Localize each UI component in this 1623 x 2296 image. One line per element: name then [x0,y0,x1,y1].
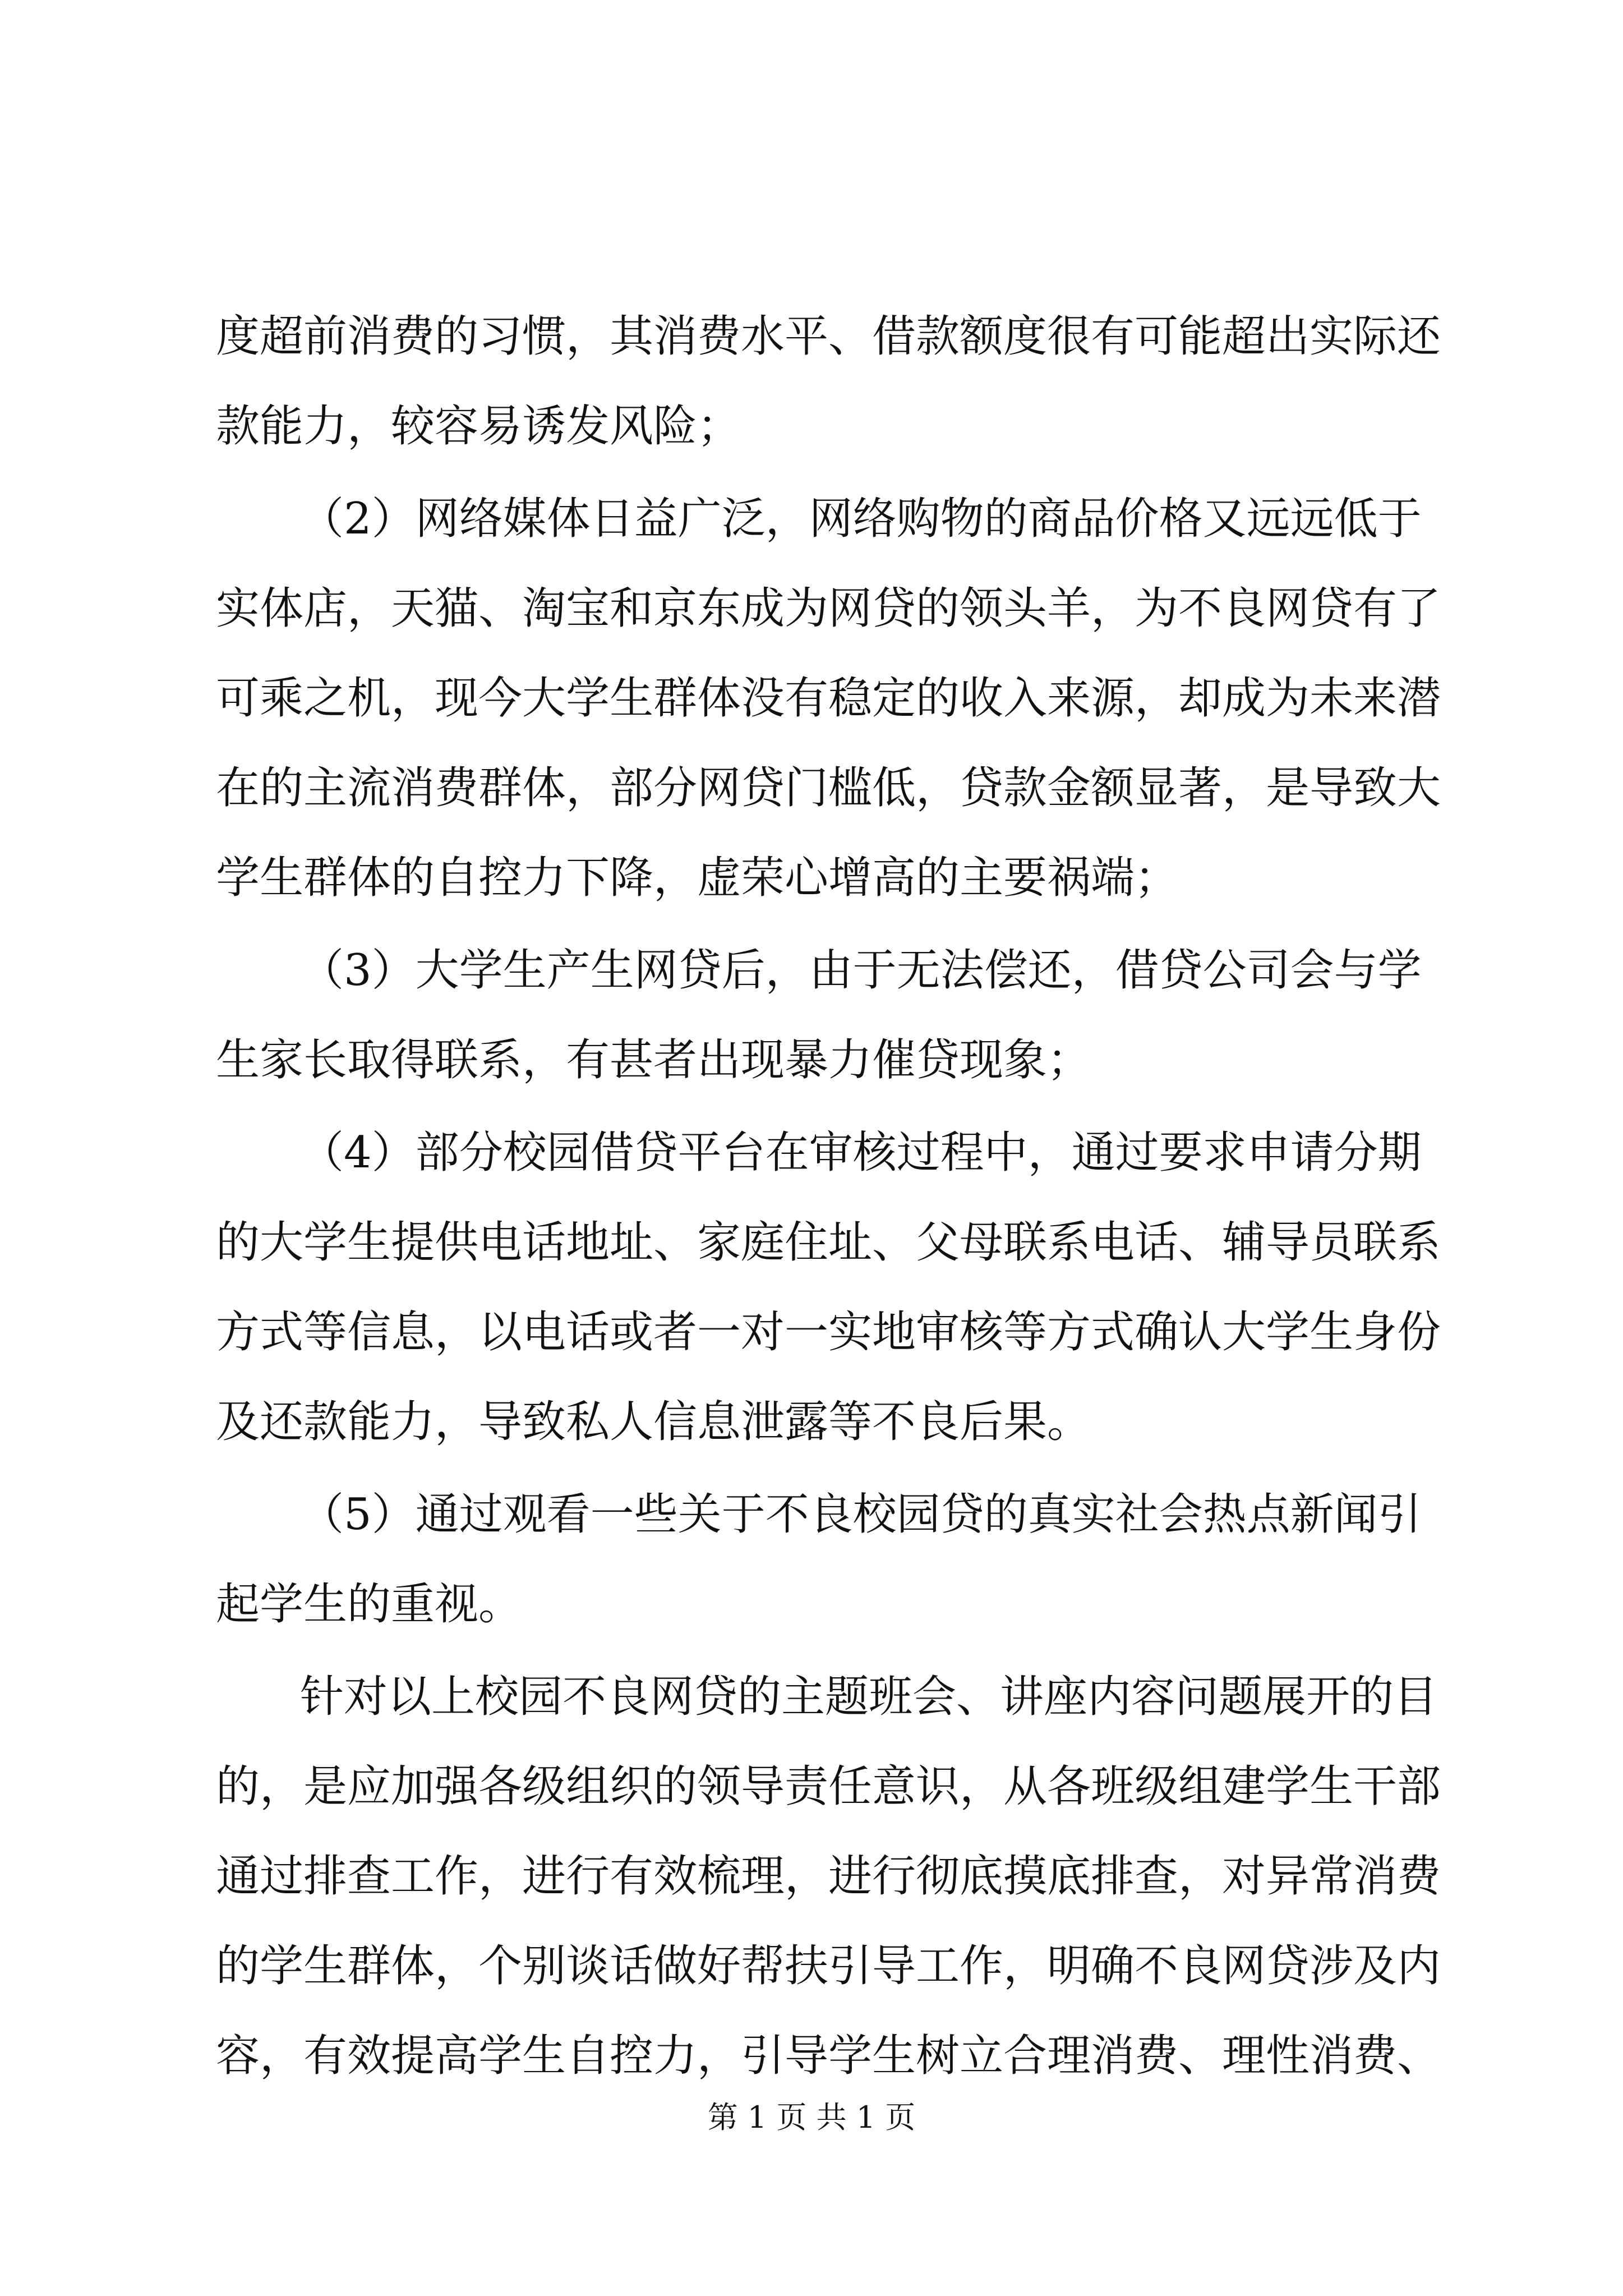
text-line: 可乘之机，现今大学生群体没有稳定的收入来源，却成为未来潜 [216,673,1441,724]
text-line: （3）大学生产生网贷后，由于无法偿还，借贷公司会与学 [300,945,1422,996]
text-line: 及还款能力，导致私人信息泄露等不良后果。 [216,1397,1091,1447]
text-line: 针对以上校园不良网贷的主题班会、讲座内容问题展开的目 [300,1672,1438,1722]
text-line: 学生群体的自控力下降，虚荣心增高的主要祸端； [216,853,1179,903]
text-line: 实体店，天猫、淘宝和京东成为网贷的领头羊，为不良网贷有了 [216,583,1441,634]
page-footer: 第 1 页 共 1 页 [707,2100,916,2135]
text-line: 的，是应加强各级组织的领导责任意识，从各班级组建学生干部 [216,1761,1441,1812]
text-line: （4）部分校园借贷平台在审核过程中，通过要求申请分期 [300,1128,1422,1178]
text-line: （5）通过观看一些关于不良校园贷的真实社会热点新闻引 [300,1489,1422,1540]
text-line: 起学生的重视。 [216,1579,523,1630]
text-line: 方式等信息，以电话或者一对一实地审核等方式确认大学生身份 [216,1307,1441,1358]
text-line: 度超前消费的习惯，其消费水平、借款额度很有可能超出实际还 [216,311,1441,362]
text-line: 的大学生提供电话地址、家庭住址、父母联系电话、辅导员联系 [216,1217,1441,1268]
text-line: 在的主流消费群体，部分网贷门槛低，贷款金额显著，是导致大 [216,763,1441,813]
text-line: 的学生群体，个别谈话做好帮扶引导工作，明确不良网贷涉及内 [216,1941,1441,1991]
text-line: （2）网络媒体日益广泛，网络购物的商品价格又远远低于 [300,494,1422,544]
text-line: 容，有效提高学生自控力，引导学生树立合理消费、理性消费、 [216,2031,1441,2081]
text-line: 款能力，较容易诱发风险； [216,401,741,452]
text-line: 通过排查工作，进行有效梳理，进行彻底摸底排查，对异常消费 [216,1851,1441,1902]
text-line: 生家长取得联系，有甚者出现暴力催贷现象； [216,1035,1091,1085]
